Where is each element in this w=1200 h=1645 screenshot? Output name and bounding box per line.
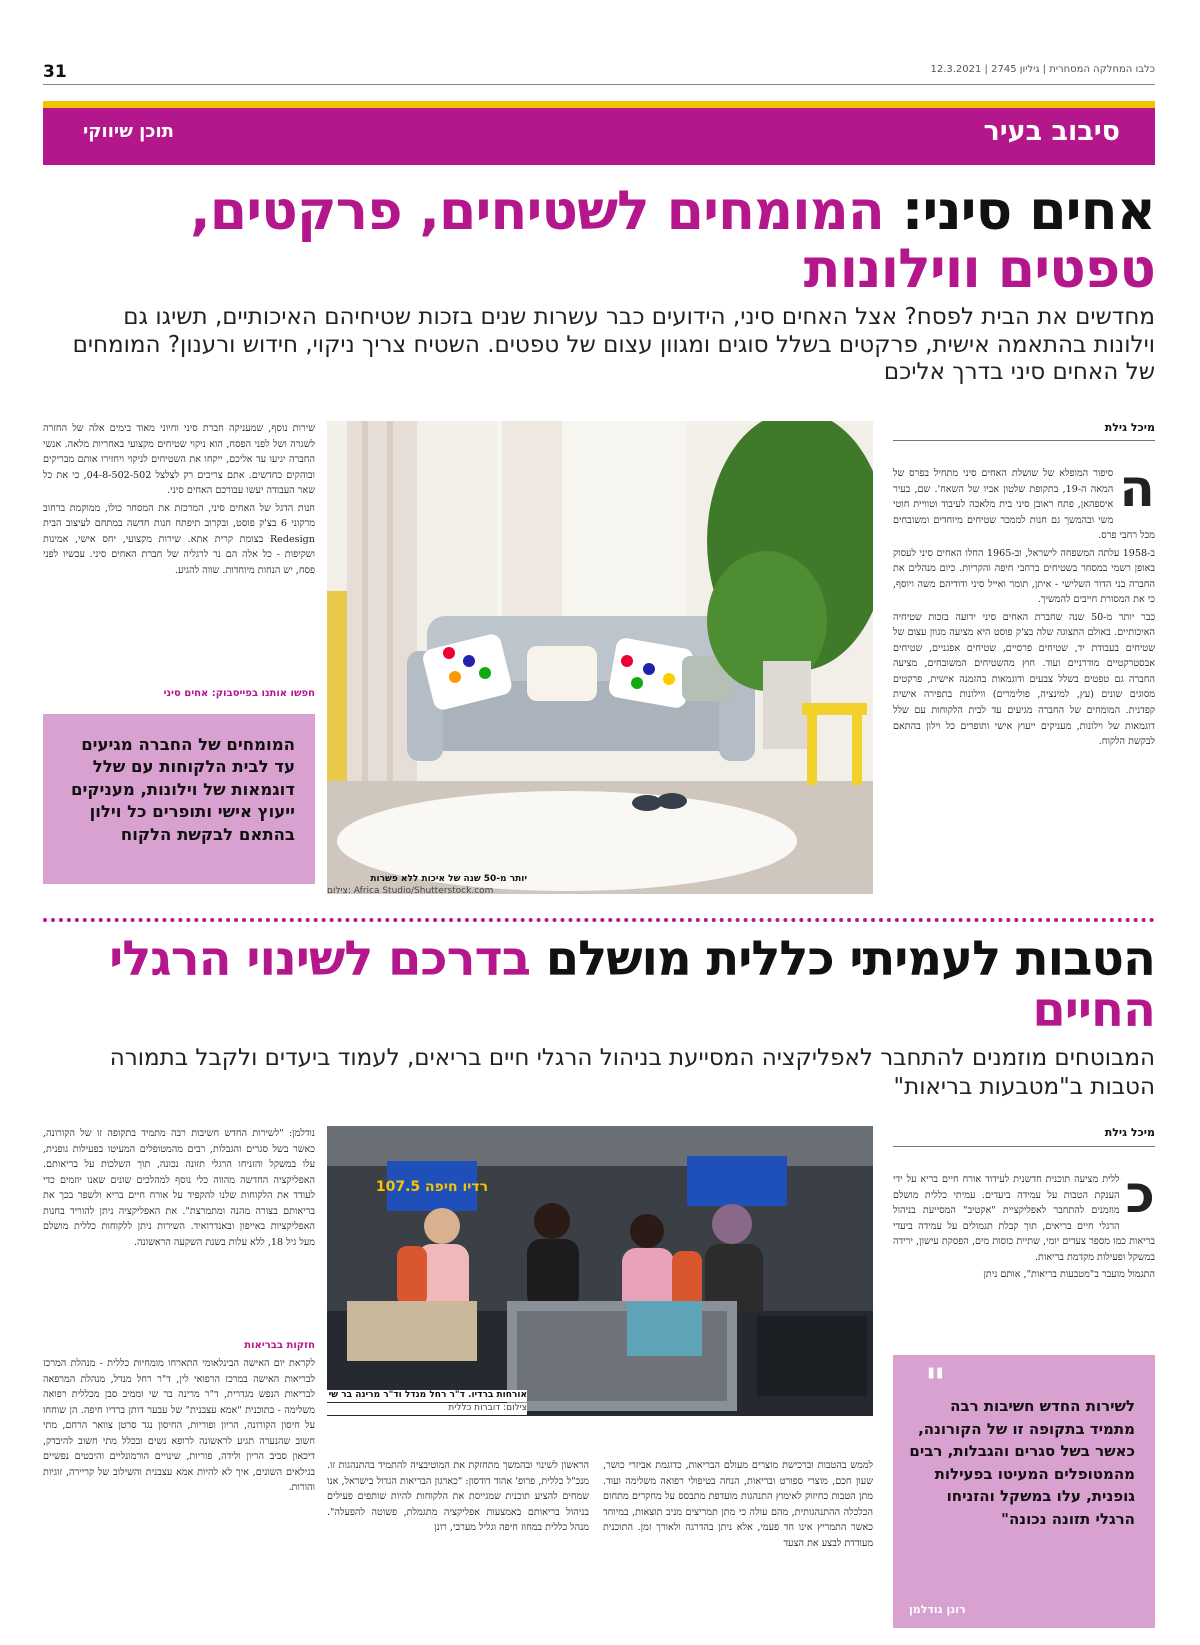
paragraph: חנות הדגל של האחים סיני, המרכזת את המסחר כולו, ממוקמת ברחוב מרקוני 6 בצ'ק פוסט, ובקרוב תיפתח חנות חדשה במתחם לעיצוב הבית Redesign בצומת קרית אתא. שירות מקצועי, יחס אישי, אמינות ושקיפות - כל אלה הם נר לרגליה של חברת האחים סיני. עכשיו לפני פסח, יש הנחות מיוחדות. שווה להגיע. [43,502,315,576]
quote-mark: " [925,1361,946,1407]
paragraph: שירות נוסף, שמעניקה חברת סיני וחיוני מאוד בימים אלה של החזרה לשגרה ושל לפני הפסח, הוא ניקוי שטיחים מקצועי באחריות מלאה. אנשי החברה יגיעו עד אליכם, ייקחו את השטיחים לניקוי ויחזירו אותם מבריקים ובוהקים כחדשים. אתם צריכים רק לצלצל 04-8-502-502, כי את כל שאר העבודה יעשו עבורכם האחים סיני. [43,423,315,497]
paragraph: ללית מציעה תוכנית חדשנית לעידוד אורח חיים בריא על ידי הענקת הטבות על עמידה ביעדים. עמיתי כללית מושלם מוזמנים להתחבר לאפליקציית "אקטיב" המסייעת בניהול הרגלי חיים בריאים, תוך קבלת תגמולים על עמידה ביעדי בריאות כמו מספר צעדים יומי, שתיית כוסות מים, הפסקת עישון, ירידה במשקל ופעילות מקדמת בריאות. [893,1174,1155,1263]
facebook-line: חפשו אותנו בפייסבוק: אחים סיני [163,688,315,699]
paragraph: נודלמן: "לשירות החדש חשיבות רבה מתמיד בתקופה זו של הקורונה, כאשר בשל סגרים והגבלות, רבים מהמטופלים המעיטו בפעילות גופנית, עלו במשקל והזניחו הרגלי תזונה נכונה, תוך השלכות על בריאותם. האפליקציה החדשה מהווה כלי נוסף למהלכים שונים שאנו יוזמים כדי לעודד את הלקוחות שלנו להקפיד על אורח חיים בריא ולשפר בכך את בריאותם בצורה מהנה ומתמרצת". את האפליקציה ניתן להוריד בחנות האפליקציות באייפון ובאנדרואיד. השירות ניתן ללקוחות כללית מושלם מעל גיל 18, ללא עלות בשנת השקעה הראשונה. [43,1128,315,1248]
photo1-caption: יותר מ-50 שנה של איכות ללא פשרות [370,874,527,884]
headline-magenta: המומחים לשטיחים, פרקטים, טפטים ווילונות [190,179,1155,300]
byline-rule [893,440,1155,441]
photo1-credit: צילום: Africa Studio/Shutterstock.com [327,886,494,896]
byline-rule [893,1146,1155,1147]
section-tag: תוכן שיווקי [83,121,174,142]
dropcap: ה [1119,459,1155,519]
living-room-photo [327,421,873,894]
article1-deck: מחדשים את הבית לפסח? אצל האחים סיני, הידועים כבר עשרות שנים בזכות שטיחיהם האיכותיים, תשיגו גם וילונות בהתאמה אישית, פרקטים בשלל סוגים ומגוון עצום של טפטים. השטיח צריך ניקוי, חידוש ורענון? המומחים של האחים סיני בדרך אליכם [72,304,1155,386]
pull-quote-text: המומחים של החברה מגיעים עד לבית הלקוחות עם שלל דוגמאות של וילונות, מעניקים ייעוץ אישי ותופרים כל וילון בהתאם לבקשת הלקוח [71,735,295,844]
paragraph: כבר יותר מ-50 שנה שחברת האחים סיני ידועה בזכות שטיחיה האיכותיים. באולם התצוגה שלה בצ'ק פוסט היא מציעה מגוון עצום של שטיחים בעבודת יד, שטיחים פרסיים, שטיחים אפגניים, שטיחים אבסטרקטיים מודרניים ועוד. חוץ מהשטיחים המשובחים, מציעה החברה גם טפטים בשלל צבעים ודוגמאות בהזמנה אישית, פרקטים מסוגים שונים (עץ, למינציה, פולימרים) ווילונות בתפירה אישית קפדנית. המומחים של החברה מגיעים עד לבית הלקוחות עם שלל דוגמאות של וילונות, מעניקים ייעוץ אישי ותופרים כל וילון בהתאם לבקשת הלקוח. [893,611,1156,748]
article2-col-left [43,1126,315,1252]
article2-col-bottom-right [603,1458,873,1553]
article2-headline [55,931,1155,1039]
pull-quote-source: רונן נודלמן [909,1603,966,1616]
pull-quote-box [43,714,315,884]
headline-magenta: בדרכם לשינוי הרגלי החיים [109,931,1155,1039]
paragraph: הראשון לשינוי ובהמשך מתחזקת את המוטיבציה להתמיד בהתנהגות זו. מנכ"ל כללית, פרופ' אהוד דודסון: "כארגון הבריאות הגדול בישראל, אנו שמחים להציע תוכנית שמגייסת את הלקוחות להיות שותפים פעילים בניהול בריאותם באמצעות אפליקציה מתגמלת, פשוטה להפעלה". מנהל כללית במחוז חיפה וגליל מערבי, רונן [327,1460,589,1534]
paragraph: ב-1958 עלתה המשפחה לישראל, וב-1965 החלו האחים סיני לעסוק באופן רשמי במסחר בשטיחים ברחבי חיפה והקריות. כיום מנהלים את החברה בני הדור השלישי - איתן, תומר ואייל סיני ודודיהם משה ויוסף, כי את המסורת חייבים להמשיך. [893,547,1155,606]
header-rule [43,84,1155,85]
paragraph: התגמול מועבר ב"מטבעות בריאות", אותם ניתן [983,1269,1155,1281]
paragraph: לממש בהטבות וברכישת מוצרים מעולם הבריאות, כדוגמת אביזרי כושר, שעון חכם, מוצרי ספורט ובריאות, הנחה בטיפולי רפואה משלימה ועוד. מתן הטבות כחיזוק לאימוץ התנהגות מועדפת מתבסס על מחקרים מתחום הכלכלה ההתנהגותית, מהם עולה כי מתן תמריצים מניב תוצאות, במיוחד כאשר התמריץ אינו חד פעמי, אלא ניתן בהדרגה ולאורך זמן. התוכנית מעודדת לבצע את הצעד [603,1460,873,1549]
paragraph: סיפור המופלא של שושלת האחים סיני מתחיל בפרס של המאה ה-19, בתקופת שלטון אביו של השאח'. שם, בעיר איספהאן, פתח ראובן סיני בית מלאכה לעיבוד וטוויית חוטי משי ובהמשך גם חנות לממכר שטיחים מיוחדים ומשובחים מכל רחבי פרס. [893,468,1155,542]
studio-illustration [327,1126,873,1416]
pull-quote-box [893,1355,1155,1628]
dropcap: כ [1125,1165,1155,1225]
page-number: 31 [43,62,67,82]
article1-col-right [893,459,1156,752]
photo2-caption: אורחות ברדיו. ד"ר רחל מנדל וד"ר מרינה בר שי [328,1390,527,1400]
yellow-rule [43,101,1155,108]
article1-col-left [43,421,315,580]
article2-deck: המבוטחים מוזמנים להתחבר לאפליקציה המסייעת בניהול הרגלי חיים בריאים, לעמוד ביעדים ולקבל בתמורה הטבות ב"מטבעות בריאות" [109,1045,1155,1100]
radio-sign: רדיו חיפה 107.5 [375,1179,489,1195]
paragraph: לקראת יום האישה הבינלאומי התארחו מומחיות כללית - מנהלת המרכז לבריאות האישה במרכז הרפואי לין, ד"ר רחל מנדל, מנהלת המרפאה לבריאות הנפש מגדרית, ד"ר מרינה בר שי וממיב סבן מכללית רפואה משלימה - בתוכנית "אמא עצבנית" של עבער דותן ברדיו חיפה. הן שוחחו על חיסון הקורונה, הריון ופוריות, החיסון נגד סרטן צוואר הרחם, מתי חשוב שהנערה תגיע לראשונה לרופא נשים ובכלל מתי חשוב להיבדק, דיכאון סביב הריון ולידה, פוריות, שינויים הורמונליים והיבטים נפשיים בגילאים השונים, איך לא להיות אמא עצבנית והשילוב של קריירה, זוגיות והורות. [43,1358,315,1494]
article2-col-bottom-middle [327,1458,589,1538]
section-title: סיבוב בעיר [983,116,1120,147]
article1-byline: מיכל גילת [1104,421,1155,434]
running-head: כלבו המחלקה המסחרית | גיליון 2745 | 12.3.2021 [930,64,1155,75]
article2-col-right [893,1165,1155,1285]
article2-col-left-bottom [43,1356,315,1498]
dotted-divider [43,918,1155,922]
pull-quote-text: לשירות החדש חשיבות רבה מתמיד בתקופה זו של הקורונה, כאשר בשל סגרים והגבלות, רבים מהמטופלים המעיטו בפעילות גופנית, עלו במשקל והזניחו הרגלי תזונה נכונה" [909,1397,1135,1528]
article1-headline [55,179,1155,300]
photo2-credit: צילום: דוברות כללית [327,1403,527,1415]
headline-black: אחים סיני: [901,179,1155,242]
headline-black: הטבות לעמיתי כללית מושלם [545,931,1155,987]
radio-studio-photo [327,1126,873,1446]
sofa-illustration [327,421,873,894]
subhead: חזקות בבריאות [244,1340,315,1351]
article2-byline: מיכל גילת [1104,1126,1155,1139]
